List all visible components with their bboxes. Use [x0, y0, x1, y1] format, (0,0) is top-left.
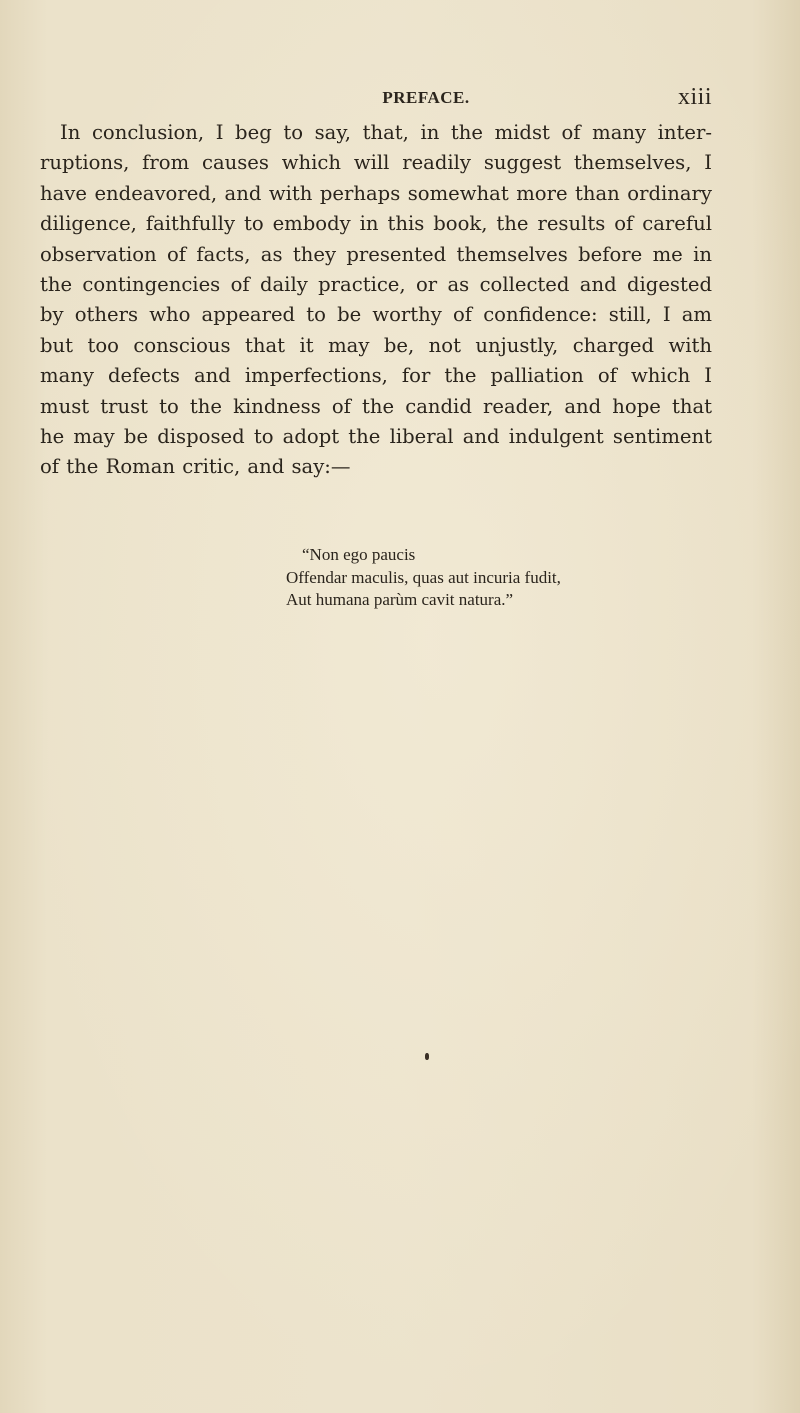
ink-speck: [425, 1053, 429, 1060]
paragraph-line: ruptions, from causes which will readily suggest themselves, I: [40, 151, 712, 175]
paragraph-line: diligence, faithfully to embody in this book, the results of careful: [40, 212, 712, 236]
paragraph-line: by others who appeared to be worthy of confidence: still, I am: [40, 303, 712, 327]
quotation-line: Offendar maculis, quas aut incuria fudit,: [286, 567, 561, 587]
quotation-line: “Non ego paucis: [302, 545, 416, 564]
paragraph-line: observation of facts, as they presented themselves before me in: [40, 242, 712, 266]
paragraph-line: must trust to the kindness of the candid reader, and hope that: [40, 394, 712, 418]
paragraph-line: but too conscious that it may be, not unjustly, charged with: [40, 333, 712, 357]
paragraph-line: of the Roman critic, and say:—: [40, 455, 351, 479]
latin-quotation: [286, 544, 561, 612]
paragraph-line: the contingencies of daily practice, or as collected and digested: [40, 273, 712, 297]
paragraph-line: many defects and imperfections, for the palliation of which I: [40, 364, 712, 388]
running-head-title: PREFACE.: [382, 88, 470, 107]
running-head: [40, 84, 712, 112]
page-number: xiii: [677, 84, 712, 110]
paragraph-line: he may be disposed to adopt the liberal and indulgent sentiment: [40, 425, 712, 449]
paragraph-line: In conclusion, I beg to say, that, in the midst of many inter-: [60, 121, 712, 144]
preface-paragraph: [40, 118, 712, 483]
paragraph-line: have endeavored, and with perhaps somewhat more than ordinary: [40, 181, 712, 205]
quotation-line: Aut humana parùm cavit natura.”: [286, 590, 514, 609]
